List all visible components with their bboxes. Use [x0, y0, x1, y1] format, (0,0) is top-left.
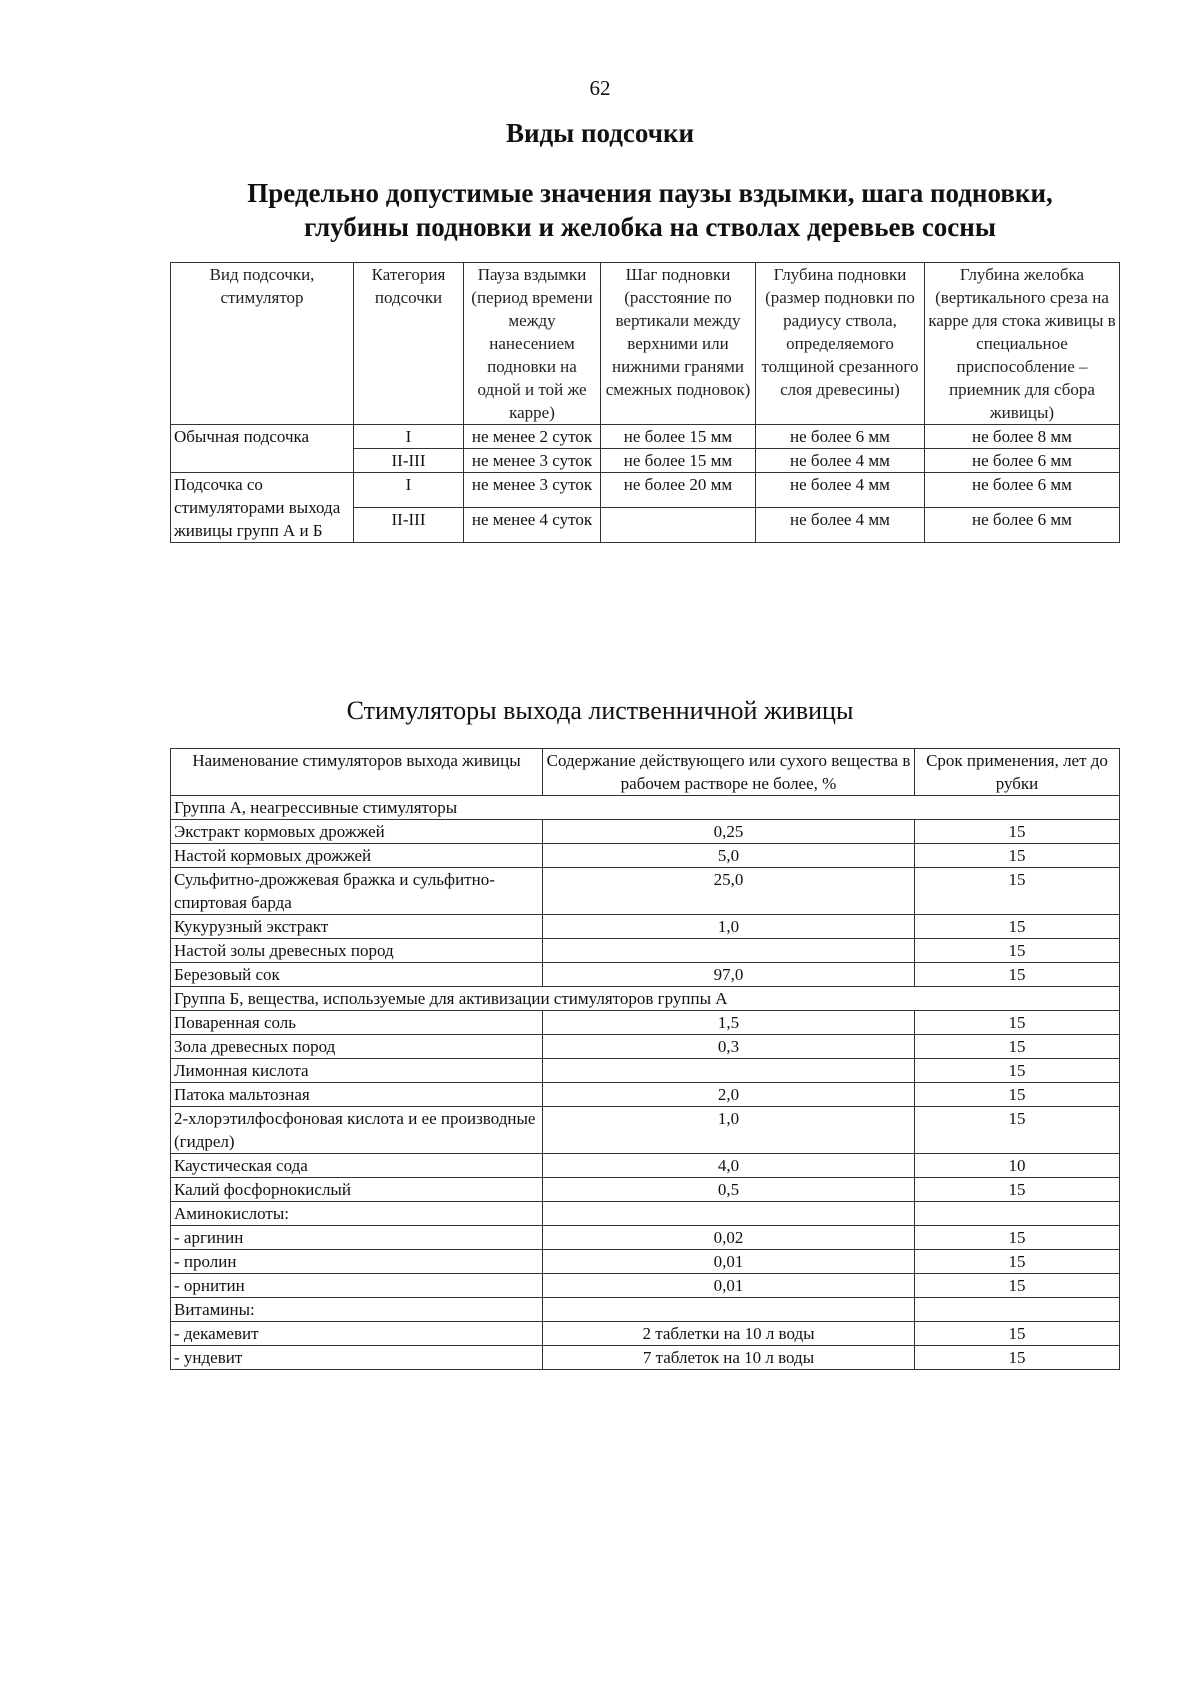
category-cell: II-III — [354, 449, 464, 473]
content-cell — [543, 1298, 915, 1322]
step-cell — [601, 508, 756, 543]
page-number: 62 — [589, 76, 611, 100]
term-cell: 15 — [915, 1083, 1120, 1107]
term-cell: 15 — [915, 1322, 1120, 1346]
depth-cell: не более 6 мм — [756, 425, 925, 449]
term-cell — [915, 1202, 1120, 1226]
header-cell: Пауза вздымки (период времени между нанесением подновки на одной и той же карре) — [464, 263, 601, 425]
stimulators-table — [170, 748, 1120, 1370]
stimulator-name-cell: Лимонная кислота — [171, 1059, 543, 1083]
header-cell: Глубина подновки (размер подновки по радиусу ствола, определяемого толщиной срезанного слоя древесины) — [756, 263, 925, 425]
category-cell: II-III — [354, 508, 464, 543]
content-cell: 4,0 — [543, 1154, 915, 1178]
table-row — [171, 1274, 1120, 1298]
table1-title — [200, 176, 1100, 244]
table-row — [171, 820, 1120, 844]
header-cell: Наименование стимуляторов выхода живицы — [171, 749, 543, 796]
table-row — [171, 1298, 1120, 1322]
stimulator-name-cell: Калий фосфорнокислый — [171, 1178, 543, 1202]
group-row — [171, 796, 1120, 820]
table-row — [171, 1011, 1120, 1035]
table-row — [171, 868, 1120, 915]
term-cell: 10 — [915, 1154, 1120, 1178]
groove-cell: не более 6 мм — [925, 473, 1120, 508]
stimulator-name-cell: - ундевит — [171, 1346, 543, 1370]
stimulator-name-cell: 2-хлорэтилфосфоновая кислота и ее производные (гидрел) — [171, 1107, 543, 1154]
table-row — [171, 939, 1120, 963]
table-row — [171, 425, 1120, 449]
pause-cell: не менее 3 суток — [464, 473, 601, 508]
group-name-cell: Группа А, неагрессивные стимуляторы — [171, 796, 1120, 820]
term-cell: 15 — [915, 1035, 1120, 1059]
content-cell: 7 таблеток на 10 л воды — [543, 1346, 915, 1370]
section-title: Виды подсочки — [505, 118, 695, 148]
table-row — [171, 1154, 1120, 1178]
groove-cell: не более 6 мм — [925, 449, 1120, 473]
header-cell: Содержание действующего или сухого вещества в рабочем растворе не более, % — [543, 749, 915, 796]
content-cell: 0,02 — [543, 1226, 915, 1250]
table-row — [171, 473, 1120, 508]
table-row — [171, 1226, 1120, 1250]
term-cell: 15 — [915, 820, 1120, 844]
table-row — [171, 963, 1120, 987]
term-cell: 15 — [915, 1346, 1120, 1370]
stimulator-name-cell: Поваренная соль — [171, 1011, 543, 1035]
category-cell: I — [354, 473, 464, 508]
table1-title-line1: Предельно допустимые значения паузы вздымки, шага подновки, — [247, 178, 1053, 208]
group-row — [171, 987, 1120, 1011]
table-row — [171, 844, 1120, 868]
table-row — [171, 1083, 1120, 1107]
table-row — [171, 915, 1120, 939]
table-row — [171, 1178, 1120, 1202]
stimulator-name-cell: Настой золы древесных пород — [171, 939, 543, 963]
term-cell: 15 — [915, 1274, 1120, 1298]
step-cell: не более 20 мм — [601, 473, 756, 508]
term-cell: 15 — [915, 1107, 1120, 1154]
table-row — [171, 1035, 1120, 1059]
stimulator-name-cell: Каустическая сода — [171, 1154, 543, 1178]
table-row — [171, 1107, 1120, 1154]
content-cell: 0,01 — [543, 1274, 915, 1298]
stimulator-name-cell: Кукурузный экстракт — [171, 915, 543, 939]
content-cell: 0,01 — [543, 1250, 915, 1274]
term-cell: 15 — [915, 915, 1120, 939]
tapping-type-cell: Подсочка со стимуляторами выхода живицы групп А и Б — [171, 473, 354, 543]
stimulator-name-cell: Зола древесных пород — [171, 1035, 543, 1059]
content-cell — [543, 939, 915, 963]
table2-title: Стимуляторы выхода лиственничной живицы — [346, 696, 854, 725]
content-cell: 2 таблетки на 10 л воды — [543, 1322, 915, 1346]
header-cell: Категория подсочки — [354, 263, 464, 425]
content-cell: 2,0 — [543, 1083, 915, 1107]
stimulator-name-cell: - декамевит — [171, 1322, 543, 1346]
term-cell — [915, 1298, 1120, 1322]
step-cell: не более 15 мм — [601, 425, 756, 449]
content-cell: 25,0 — [543, 868, 915, 915]
header-cell: Срок применения, лет до рубки — [915, 749, 1120, 796]
term-cell: 15 — [915, 1059, 1120, 1083]
content-cell: 0,3 — [543, 1035, 915, 1059]
pause-cell: не менее 3 суток — [464, 449, 601, 473]
content-cell: 1,0 — [543, 1107, 915, 1154]
table1-title-line2: глубины подновки и желобка на стволах деревьев сосны — [304, 212, 996, 242]
stimulator-name-cell: - орнитин — [171, 1274, 543, 1298]
table-row — [171, 1202, 1120, 1226]
stimulator-name-cell: Настой кормовых дрожжей — [171, 844, 543, 868]
stimulator-name-cell: Витамины: — [171, 1298, 543, 1322]
stimulator-name-cell: Патока мальтозная — [171, 1083, 543, 1107]
term-cell: 15 — [915, 1250, 1120, 1274]
depth-cell: не более 4 мм — [756, 508, 925, 543]
tapping-limits-table — [170, 262, 1120, 543]
table-header-row — [171, 749, 1120, 796]
stimulator-name-cell: Аминокислоты: — [171, 1202, 543, 1226]
term-cell: 15 — [915, 868, 1120, 915]
content-cell — [543, 1202, 915, 1226]
stimulator-name-cell: - аргинин — [171, 1226, 543, 1250]
table-row — [171, 1059, 1120, 1083]
term-cell: 15 — [915, 963, 1120, 987]
content-cell: 0,5 — [543, 1178, 915, 1202]
content-cell: 0,25 — [543, 820, 915, 844]
term-cell: 15 — [915, 844, 1120, 868]
content-cell: 1,5 — [543, 1011, 915, 1035]
category-cell: I — [354, 425, 464, 449]
depth-cell: не более 4 мм — [756, 449, 925, 473]
groove-cell: не более 8 мм — [925, 425, 1120, 449]
step-cell: не более 15 мм — [601, 449, 756, 473]
group-name-cell: Группа Б, вещества, используемые для активизации стимуляторов группы А — [171, 987, 1120, 1011]
tapping-type-cell: Обычная подсочка — [171, 425, 354, 473]
pause-cell: не менее 4 суток — [464, 508, 601, 543]
depth-cell: не более 4 мм — [756, 473, 925, 508]
table-row — [171, 1250, 1120, 1274]
content-cell: 97,0 — [543, 963, 915, 987]
table-row — [171, 1322, 1120, 1346]
term-cell: 15 — [915, 1178, 1120, 1202]
header-cell: Глубина желобка (вертикального среза на карре для стока живицы в специальное приспособление – приемник для сбора живицы) — [925, 263, 1120, 425]
term-cell: 15 — [915, 1226, 1120, 1250]
stimulator-name-cell: Березовый сок — [171, 963, 543, 987]
pause-cell: не менее 2 суток — [464, 425, 601, 449]
content-cell: 1,0 — [543, 915, 915, 939]
table-header-row — [171, 263, 1120, 425]
header-cell: Шаг подновки (расстояние по вертикали между верхними или нижними гранями смежных подновок) — [601, 263, 756, 425]
content-cell — [543, 1059, 915, 1083]
content-cell: 5,0 — [543, 844, 915, 868]
term-cell: 15 — [915, 1011, 1120, 1035]
table-row — [171, 1346, 1120, 1370]
groove-cell: не более 6 мм — [925, 508, 1120, 543]
header-cell: Вид подсочки, стимулятор — [171, 263, 354, 425]
stimulator-name-cell: Экстракт кормовых дрожжей — [171, 820, 543, 844]
stimulator-name-cell: Сульфитно-дрожжевая бражка и сульфитно-спиртовая барда — [171, 868, 543, 915]
term-cell: 15 — [915, 939, 1120, 963]
stimulator-name-cell: - пролин — [171, 1250, 543, 1274]
